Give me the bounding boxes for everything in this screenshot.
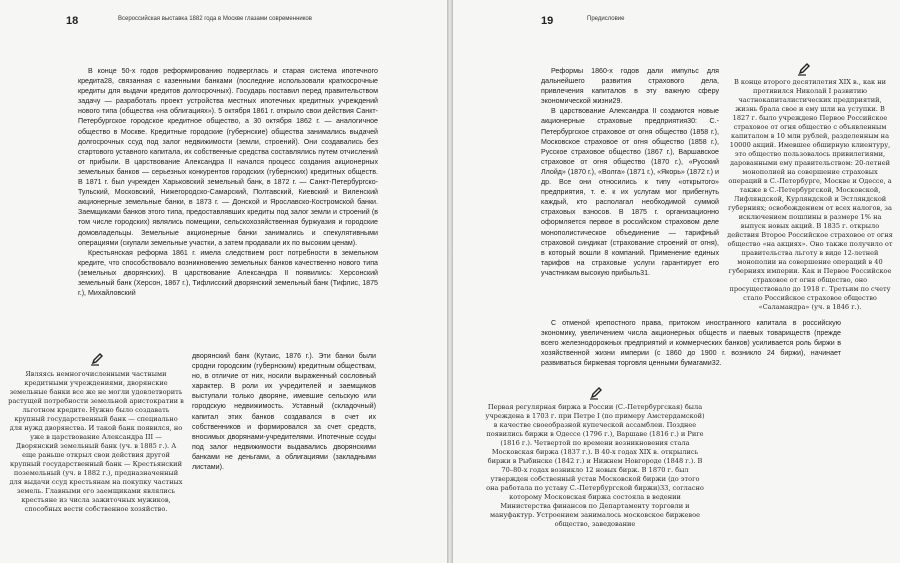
main-text <box>78 66 378 298</box>
paragraph: В царствование Александра II создаются новые акционерные страховые предприятия30: С.-Петербургское страховое от огня общество (1858 г.), Московское страховое от огня общество (1858 г.), Русское страховое общество (1867 г.), Варшавское страховое от огня общество (1870 г.), «Русский Ллойд» (1870 г.), «Волга» (1871 г.), «Якорь» (1872 г.) и др. Все они относились к типу «открытого» предприятия, т. е. к их услугам мог прибегнуть каждый, кто располагал необходимой суммой страховых взносов. В 1875 г. организационно оформляется первое в российском страховом деле монополистическое объединение — тарифный страховой синдикат (страхование строений от огня), в который вошли 8 компаний. Применение единых тарифов на страховые услуги гарантирует его участникам высокую прибыль31. <box>541 107 719 277</box>
pencil-note-icon <box>90 352 104 366</box>
sidenote <box>485 403 705 529</box>
pencil-note-icon <box>797 62 811 76</box>
narrow-text <box>192 351 376 472</box>
sidenote <box>8 370 184 514</box>
sidenote-text: Первая регулярная биржа в России (С.-Петербургская) была учреждена в 1703 г. при Петре I (по примеру Амстердамской) в качестве своеобразной купеческой ассамблеи. Позднее появились биржи в Одессе (1796 г.), Варшаве (1816 г.) и Риге (1816 г.). Четвертой по времени возникновения стала Московская биржа (1837 г.). В 40-х годах XIX в. открылись биржи в Рыбинске (1842 г.) и Нижнем Новгороде (1848 г.). В 70–80-х годах возникло 12 новых бирж. В 1870 г. был утвержден собственный устав Московской биржи (до этого она работала по уставу С.-Петербургской биржи)33, согласно которому Московская биржа состояла в ведении Министерства финансов по Департаменту торговли и мануфактур. Устроением занималось московское биржевое общество, заведование <box>485 403 705 528</box>
left-page <box>0 0 447 563</box>
page-number: 19 <box>541 15 554 27</box>
pencil-note-icon <box>589 386 603 400</box>
running-head: Предисловие <box>587 16 625 22</box>
paragraph: С отменой крепостного права, притоком иностранного капитала в российскую экономику, увеличением числа акционерных обществ и паевых товариществ (прежде всего железнодорожных предприятий и коммерческих банков) усиливается роль биржи в хозяйственной жизни империи (с 1860 до 1900 г. возникло 24 биржи), начинает развиваться биржевая торговля ценными бумагами32. <box>541 319 841 368</box>
paragraph: Крестьянская реформа 1861 г. имела следствием рост потребности в земельном кредите, что способствовало возникновению земельных банков качественно нового типа (земельных дворянских). В царствование Александра II появились: Херсонский земельный банк (Херсон, 1867 г.), Тифлисский дворянский земельный банк (Тифлис, 1875 г.), Михайловский <box>78 248 378 298</box>
narrow-text <box>541 66 719 278</box>
paragraph: В конце 50-х годов реформированию подверглась и старая система ипотечного кредита28, связанная с казенными банками (последние использовали краткосрочные кредиты для выдачи кредитов долгосрочных). Государь поставил перед правительством задачу — разработать проект устройства местных ипотечных кредитных учреждений нового типа (общества «на облигациях»). 5 октября 1861 г. открыло свои действия Санкт-Петербургское городское кредитное общество, а 30 октября 1862 г. — аналогичное общество в Москве. Кредитные городские (губернские) общества занимались выдачей долгосрочных ссуд под залог недвижимости (земли, строений). Они создавались без стартового уставного капитала, их собственные средства составлялись путем отчислений от прибыли. В царствование Александра II начался процесс создания акционерных земельных банков — серьезных конкурентов городских (губернских) кредитных обществ. В 1871 г. был учрежден Харьковский земельный банк, в 1872 г. — Санкт-Петербургско-Тульский, Московский, Нижегородско-Самарский, Полтавский, Киевский и Виленский акционерные земельные банки, в 1873 г. — Донской и Ярославско-Костромской банки. Заемщиками банков этого типа, предоставлявших кредиты под залог земли и строений (в том числе городских) являлись помещики, сельскохозяйственная буржуазия и городские домовладельцы. Земельные акционерные банки занимались и спекулятивными операциями (скупали земельные участки, а затем продавали их по высоким ценам). <box>78 67 378 247</box>
wide-text <box>541 318 841 368</box>
running-head: Всероссийская выставка 1882 года в Москве глазами современников <box>118 16 312 22</box>
page-number: 18 <box>66 15 79 27</box>
paragraph: дворянский банк (Кутаис, 1876 г.). Эти банки были сродни городским (губернским) кредитным обществам, но, в отличие от них, носили выраженный сословный характер. В роли их учредителей и заемщиков выступали только дворяне, имевшие сельскую или городскую недвижимость. Уставный (складочный) капитал этих банков создавался в счет их собственников и формировался за счет средств, вносимых дворянами-учредителями. Ипотечные ссуды под залог недвижимости выдавались дворянскими банками не деньгами, а облигациями (закладными листами). <box>192 352 376 472</box>
sidenote-text: Являясь немногочисленными частными кредитными учреждениями, дворянские земельные банки все же не могли удовлетворить растущей потребности земельной аристократии в льготном кредите. Нужно было создавать крупный государственный банк — специально для нужд дворянства. И такой банк появился, но уже в царствование Александра III — Дворянский земельный банк (уч. в 1885 г.). А еще раньше открыл свои действия другой крупный государственный банк — Крестьянский поземельный (уч. в 1882 г.), предназначенный для выдачи ссуд крестьянам на покупку частных земель. Главными его заемщиками являлись крестьяне из числа зажиточных мужиков, способных вести собственное хозяйство. <box>8 370 184 513</box>
sidenote <box>727 78 893 312</box>
paragraph: Реформы 1860-х годов дали импульс для дальнейшего развития страхового дела, привлечения капиталов в эту важную сферу экономической жизни29. <box>541 67 719 106</box>
sidenote-text: В конце второго десятилетия XIX в., как ни противился Николай I развитию частнокапиталистических предприятий, жизнь брала свое и ему шли на уступки. В 1827 г. было учреждено Первое Российское страховое от огня общество с объявленным капиталом в 10 млн рублей, разделенным на 10000 акций. Имевшее обширную клиентуру, это общество пользовалось привилегиями, дарованными ему правительством: 20-летней монополией на совершение страховых операций в С.-Петербурге, Москве и Одессе, а также в С.-Петербургской, Московской, Лифляндской, Курляндской и Эстляндской губерниях; освобождением от всех налогов, за исключением пошлины в размере 1% на выпуск новых акций. В 1835 г. открыло действия Второе Российское страховое от огня общество «на акциях». Оно также получило от правительства льготу в виде 12-летней монополии на совершение операций в 40 губерниях империи. Как и Первое Российское страховое от огня общество, оно просуществовало до 1918 г. Третьим по счету стало Российское страховое общество «Саламандра» (уч. в 1846 г.). <box>727 78 893 311</box>
right-page <box>453 0 900 563</box>
